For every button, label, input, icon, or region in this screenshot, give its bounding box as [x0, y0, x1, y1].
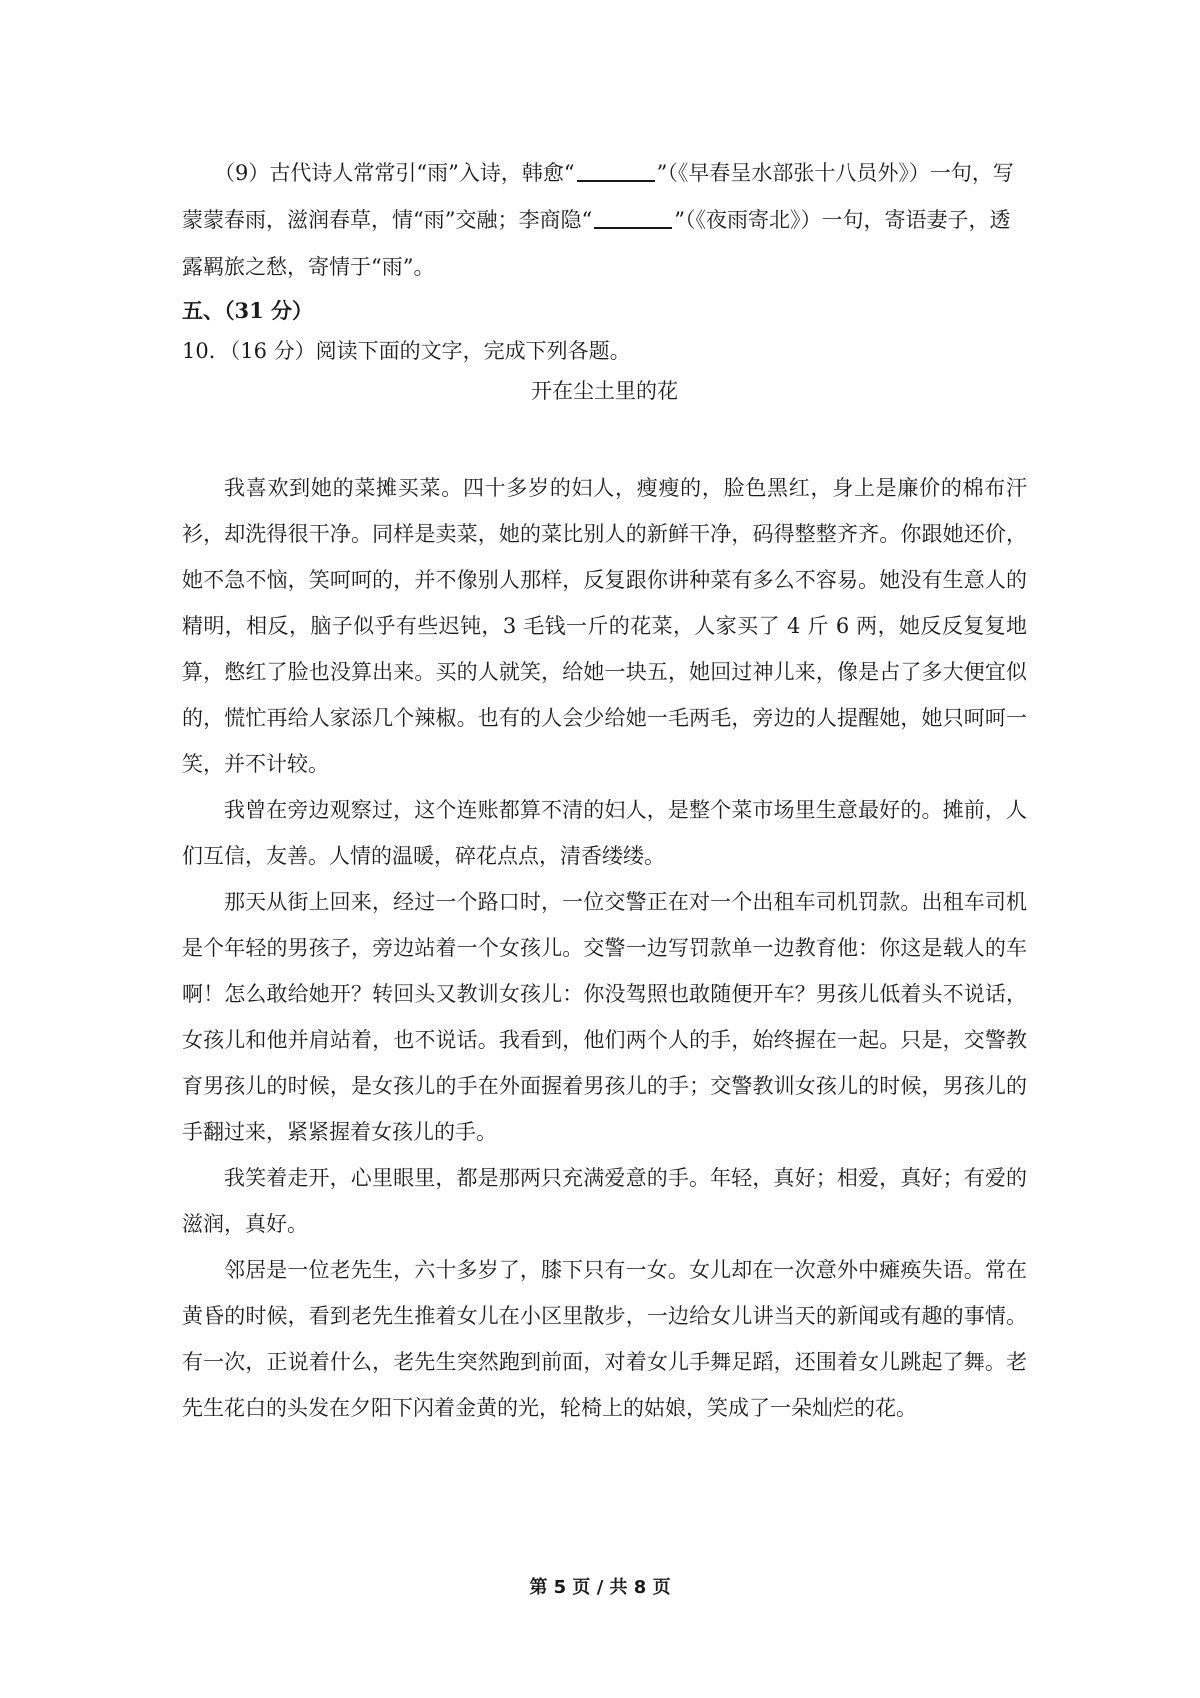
article-paragraph: 我笑着走开，心里眼里，都是那两只充满爱意的手。年轻，真好；相爱，真好；有爱的滋润，真好。 [182, 1166, 1027, 1236]
article-paragraph: 我喜欢到她的菜摊买菜。四十多岁的妇人，瘦瘦的，脸色黑红，身上是廉价的棉布汗衫，却洗得很干净。同样是卖菜，她的菜比别人的新鲜干净，码得整整齐齐。你跟她还价，她不急不恼，笑呵呵的，并不像别人那样，反复跟你讲种菜有多么不容易。她没有生意人的精明，相反，脑子似乎有些迟钝，3 毛钱一斤的花菜，人家买了 4 斤 6 两，她反反复复地算，憋红了脸也没算出来。买的人就笑，给她一块五，她回过神儿来，像是占了多大便宜似的，慌忙再给人家添几个辣椒。也有的人会少给她一毛两毛，旁边的人提醒她，她只呵呵一笑，并不计较。 [182, 476, 1027, 776]
article-paragraph: 那天从街上回来，经过一个路口时，一位交警正在对一个出租车司机罚款。出租车司机是个年轻的男孩子，旁边站着一个女孩儿。交警一边写罚款单一边教育他：你这是载人的车啊！怎么敢给她开？转回头又教训女孩儿：你没驾照也敢随便开车？男孩儿低着头不说话，女孩儿和他并肩站着，也不说话。我看到，他们两个人的手，始终握在一起。只是，交警教育男孩儿的时候，是女孩儿的手在外面握着男孩儿的手；交警教训女孩儿的时候，男孩儿的手翻过来，紧紧握着女孩儿的手。 [182, 890, 1027, 1144]
question-10-prompt: 10．（16 分）阅读下面的文字，完成下列各题。 [182, 339, 631, 363]
question-9-text-part2: ”（《早春呈水部张十八员外》）一句，写蒙蒙春雨，滋润春草，情“雨”交融；李商隐“ [182, 161, 1014, 232]
page-number-footer: 第 5 页 / 共 8 页 [529, 1577, 671, 1598]
article-title: 开在尘土里的花 [531, 379, 678, 403]
article-paragraph: 邻居是一位老先生，六十多岁了，膝下只有一女。女儿却在一次意外中瘫痪失语。常在黄昏的时候，看到老先生推着女儿在小区里散步，一边给女儿讲当天的新闻或有趣的事情。有一次，正说着什么，老先生突然跑到前面，对着女儿手舞足蹈，还围着女儿跳起了舞。老先生花白的头发在夕阳下闪着金黄的光，轮椅上的姑娘，笑成了一朵灿烂的花。 [182, 1258, 1027, 1420]
question-9-text-part3: ”（《夜雨寄北》）一句，寄语妻子，透露羁旅之愁，寄情于“雨”。 [182, 208, 1011, 279]
section-heading: 五、（31 分） [182, 298, 314, 323]
question-9-text-part1: （9）古代诗人常常引“雨”入诗，韩愈“ [214, 161, 575, 185]
answer-blank-1[interactable] [577, 159, 655, 182]
question-9 [182, 150, 1027, 291]
answer-blank-2[interactable] [594, 206, 672, 229]
article-paragraph: 我曾在旁边观察过，这个连账都算不清的妇人，是整个菜市场里生意最好的。摊前，人们互信，友善。人情的温暖，碎花点点，清香缕缕。 [182, 798, 1027, 868]
page-content [182, 150, 1027, 1431]
